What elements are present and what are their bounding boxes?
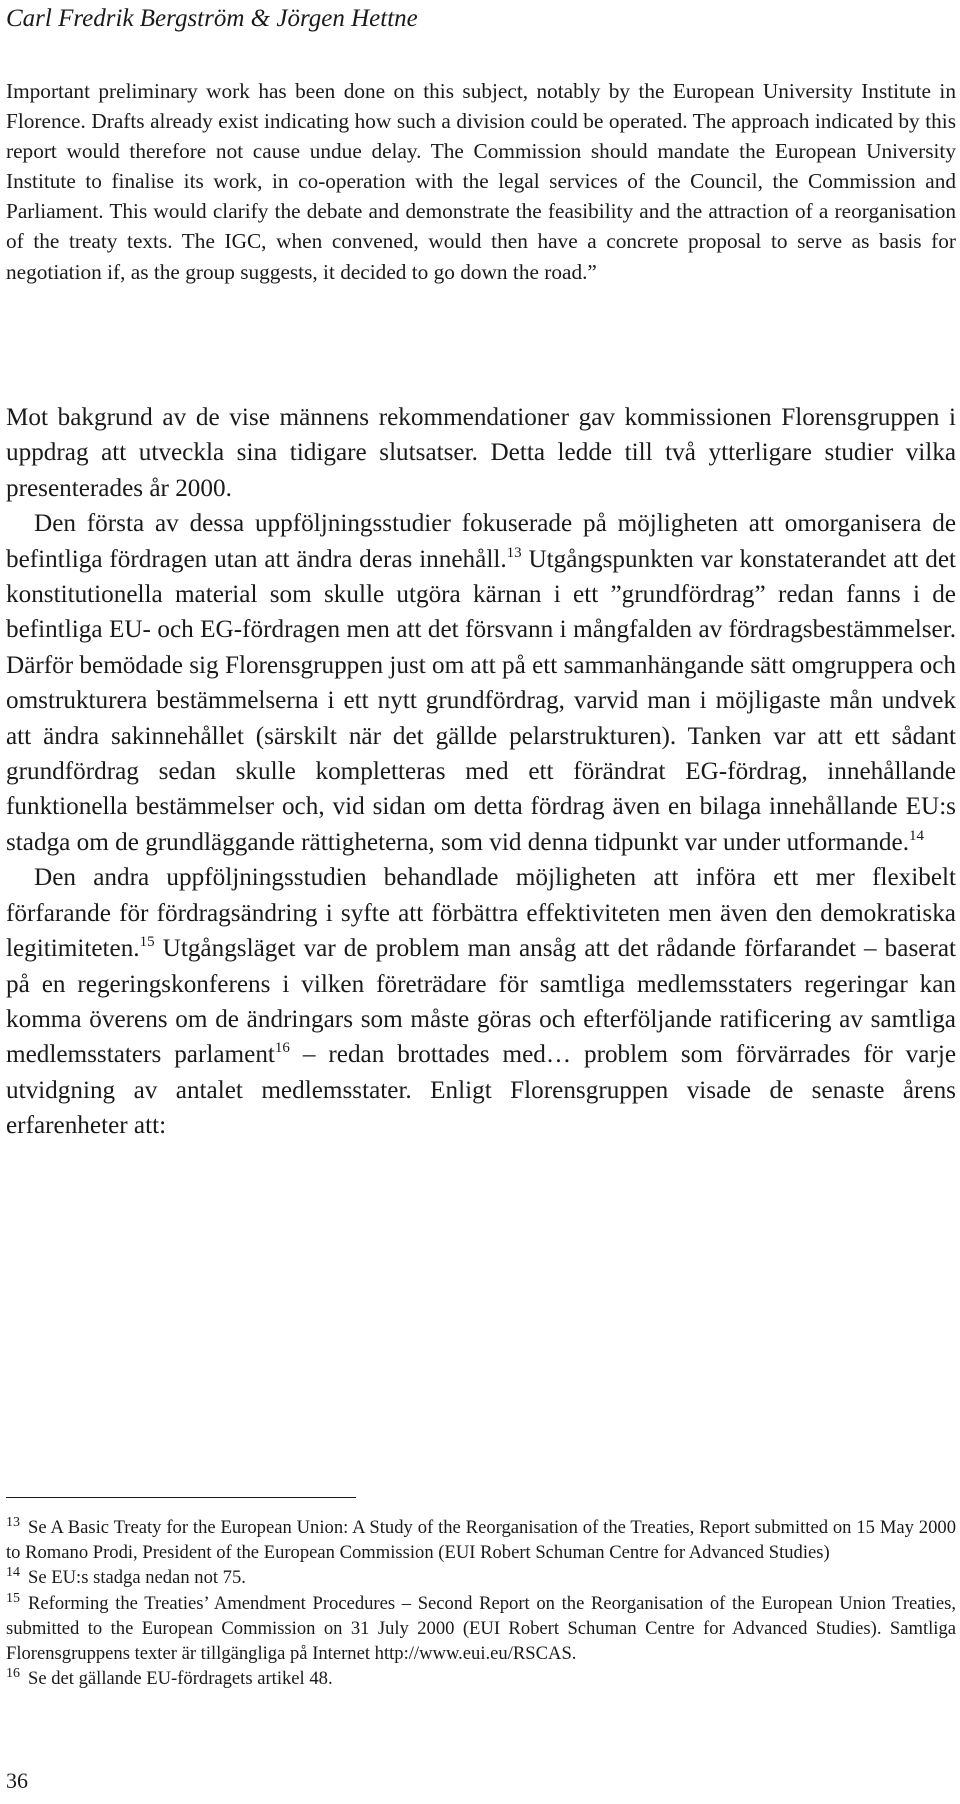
footnote-13: 13 Se A Basic Treaty for the European Union: A Study of the Reorganisation of the Treaties, Report submitted on 15 May 2000 to Romano Prodi, President of the European Commission (EUI Robert Schuman Centre for Advanced Studies) (6, 1515, 956, 1564)
running-header: Carl Fredrik Bergström & Jörgen Hettne (6, 5, 418, 32)
footnote-ref-14[interactable]: 14 (909, 827, 924, 844)
body-text (6, 400, 956, 1144)
footnote-text: Se EU:s stadga nedan not 75. (28, 1567, 246, 1589)
paragraph-2 (6, 506, 956, 860)
footnote-ref-13[interactable]: 13 (506, 544, 522, 561)
paragraph-3-text-c: – redan brottades med… problem som förvärrades för varje utvidgning av antalet medlemsstater. Enligt Florensgruppen visade de senaste årens erfarenheter att: (6, 1041, 956, 1140)
paragraph-3-text-a: Den andra uppföljningsstudien behandlade möjligheten att införa ett mer flexibelt förfarande för fördragsändring i syfte att förbättra effektiviteten men även den demokratiska legitimiteten. (6, 864, 956, 963)
paragraph-2-text-b: Utgångspunkten var konstaterandet att det konstitutionella material som skulle utgöra kärnan i ett ”grundfördrag” redan fanns i de befintliga EU- och EG-fördragen men att det försvann i mångfalden av fördragsbestämmelser. Därför bemödade sig Florensgruppen just om att på ett sammanhängande sätt omgruppera och omstrukturera bestämmelserna i ett nytt grundfördrag, varvid man i möjligaste mån undvek att ändra sakinnehållet (särskilt när det gällde pelarstrukturen). Tanken var att ett sådant grundfördrag sedan skulle kompletteras med ett förändrat EG-fördrag, innehållande funktionella bestämmelser och, vid sidan om detta fördrag även en bilaga innehållande EU:s stadga om de grundläggande rättigheterna, som vid denna tidpunkt var under utformande. (6, 545, 956, 856)
footnote-ref-15[interactable]: 15 (139, 934, 155, 951)
footnote-text: Se A Basic Treaty for the European Union: A Study of the Reorganisation of the Treaties, Report submitted on 15 May 2000 to Romano Prodi, President of the European Commission (EUI Robert Schuman Centre for Advanced Studies) (6, 1517, 956, 1564)
footnote-text: Reforming the Treaties’ Amendment Procedures – Second Report on the Reorganisation of the European Union Treaties, submitted to the European Commission on 31 July 2000 (EUI Robert Schuman Centre for Advanced Studies). Samtliga Florensgruppens texter är tillgängliga på Internet http://www.eui.eu/RSCAS. (6, 1592, 956, 1665)
footnote-14: 14 Se EU:s stadga nedan not 75. (6, 1565, 246, 1589)
footnotes (6, 1515, 956, 1691)
paragraph-3 (6, 860, 956, 1143)
footnote-15: 15 Reforming the Treaties’ Amendment Procedures – Second Report on the Reorganisation of the European Union Treaties, submitted to the European Commission on 31 July 2000 (EUI Robert Schuman Centre for Advanced Studies). Samtliga Florensgruppens texter är tillgängliga på Internet http://www.eui.eu/RSCAS. (6, 1590, 956, 1665)
footnote-ref-16[interactable]: 16 (274, 1040, 290, 1057)
footnote-text: Se det gällande EU-fördragets artikel 48. (28, 1668, 333, 1690)
paragraph-1: Mot bakgrund av de vise männens rekommendationer gav kommissionen Florensgruppen i uppdrag att utveckla sina tidigare slutsatser. Detta ledde till två ytterligare studier vilka presenterades år 2000. (6, 404, 956, 502)
block-quote: Important preliminary work has been done on this subject, notably by the European University Institute in Florence. Drafts already exist indicating how such a division could be operated. The approach indicated by this report would therefore not cause undue delay. The Commission should mandate the European University Institute to finalise its work, in co-operation with the legal services of the Council, the Commission and Parliament. This would clarify the debate and demonstrate the feasibility and the attraction of a reorganisation of the treaty texts. The IGC, when convened, would then have a concrete proposal to serve as basis for negotiation if, as the group suggests, it decided to go down the road.” (6, 79, 956, 284)
page-number: 36 (6, 1768, 28, 1793)
footnote-divider (6, 1497, 356, 1498)
paragraph-2-text-a: Den första av dessa uppföljningsstudier fokuserade på möjligheten att omorganisera de befintliga fördragen utan att ändra deras innehåll. (6, 510, 956, 573)
footnote-16: 16 Se det gällande EU-fördragets artikel 48. (6, 1666, 333, 1690)
paragraph-3-text-b: Utgångsläget var de problem man ansåg att det rådande förfarandet – baserat på en regeringskonferens i vilken företrädare för samtliga medlemsstaters regeringar kan komma överens om de ändringars som måste göras och efterföljande ratificering av samtliga medlemsstaters parlament (6, 935, 956, 1069)
